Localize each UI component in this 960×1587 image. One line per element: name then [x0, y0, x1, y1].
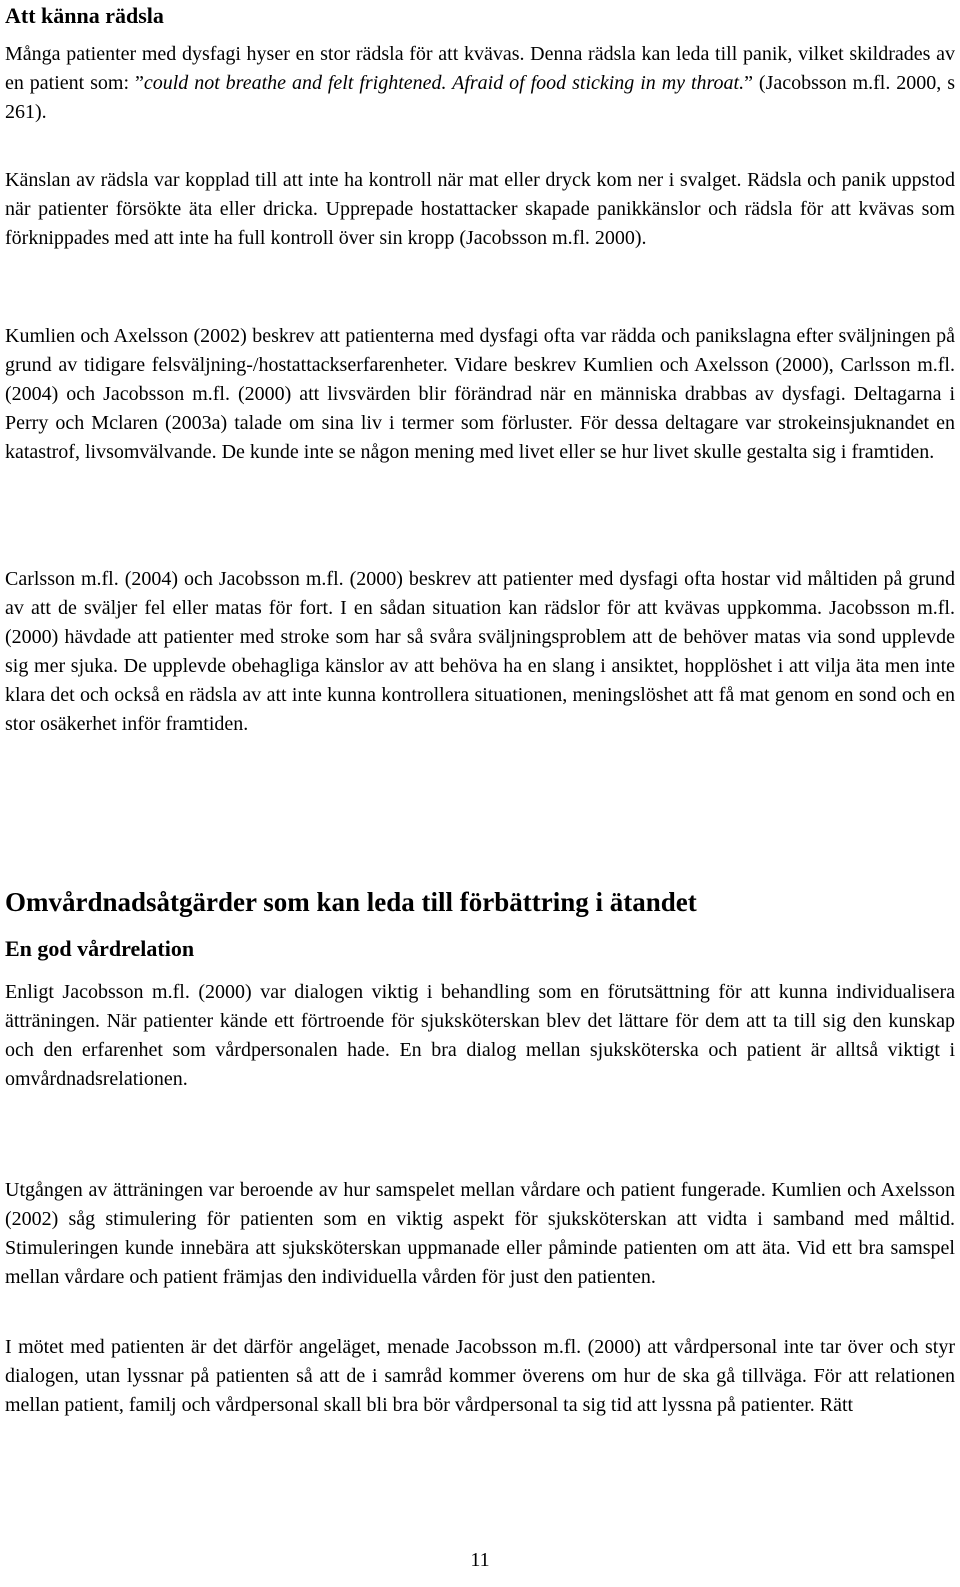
- section-heading-nursing-measures: Omvårdnadsåtgärder som kan leda till förbättring i ätandet: [5, 887, 697, 917]
- patient-quote: could not breathe and felt frightened. Afraid of food sticking in my throat.: [143, 72, 745, 94]
- paragraph-text: Många patienter med dysfagi hyser en stor rädsla för att kvävas. Denna rädsla kan leda till panik, vilket skildrades av en patient som: ”: [5, 43, 955, 94]
- page-number: 11: [470, 1549, 490, 1571]
- citation-text: ” (Jacobsson m.fl. 2000, s 261).: [5, 72, 955, 123]
- paragraph-control: Känslan av rädsla var kopplad till att inte ha kontroll när mat eller dryck kom ner i svalget. Rädsla och panik uppstod när patienter försökte äta eller dricka. Upprepade hostattacker skapade panikkänslor och rädsla för att kvävas som förknippades med att inte ha full kontroll över sin kropp (Jacobsson m.fl. 2000).: [5, 169, 955, 249]
- paragraph-kumlien: Kumlien och Axelsson (2002) beskrev att patienterna med dysfagi ofta var rädda och panikslagna efter sväljningen på grund av tidigare felsväljning-/hostattackserfarenheter. Vidare beskrev Kumlien och Axelsson (2000), Carlsson m.fl. (2004) och Jacobsson m.fl. (2000) att livsvärden blir förändrad när en människa drabbas av dysfagi. Deltagarna i Perry och Mclaren (2003a) talade om sina liv i termer som förluster. För dessa deltagare var strokeinsjuknandet en katastrof, livsomvälvande. De kunde inte se någon mening med livet eller se hur livet skulle gestalta sig i framtiden.: [5, 325, 955, 463]
- paragraph-carlsson: Carlsson m.fl. (2004) och Jacobsson m.fl. (2000) beskrev att patienter med dysfagi ofta hostar vid måltiden på grund av att de sväljer fel eller matas för fort. I en sådan situation kan rädslor för att kvävas uppkomma. Jacobsson m.fl. (2000) hävdade att patienter med stroke som har så svåra sväljningsproblem att de behöver matas via sond upplevde sig mer sjuka. De upplevde obehagliga känslor av att behöva ha en slang i ansiktet, hopplöshet i att vilja äta men inte klara det och också en rädsla av att inte kunna kontrollera situationen, meningslöshet att få mat genom en sond och en stor osäkerhet inför framtiden.: [5, 568, 955, 735]
- paragraph-fear-intro: [5, 40, 955, 127]
- section-heading-fear: Att känna rädsla: [5, 3, 164, 28]
- paragraph-dialog: Enligt Jacobsson m.fl. (2000) var dialogen viktig i behandling som en förutsättning för att kunna individualisera ätträningen. När patienter kände ett förtroende för sjuksköterskan blev det lättare för dem att ta till sig den kunskap och den erfarenhet som vårdpersonalen hade. En bra dialog mellan sjuksköterska och patient är alltså viktigt i omvårdnadsrelationen.: [5, 981, 955, 1090]
- paragraph-interaction: Utgången av ätträningen var beroende av hur samspelet mellan vårdare och patient fungerade. Kumlien och Axelsson (2002) såg stimulering för patienten som en viktig aspekt för sjuksköterskan att vidta i samband med måltid. Stimuleringen kunde innebära att sjuksköterskan uppmanade eller påminde patienten om att äta. Vid ett bra samspel mellan vårdare och patient främjas den individuella vården för just den patienten.: [5, 1179, 955, 1288]
- subsection-heading-care-relation: En god vårdrelation: [5, 936, 195, 961]
- paragraph-meeting: I mötet med patienten är det därför angeläget, menade Jacobsson m.fl. (2000) att vårdpersonal inte tar över och styr dialogen, utan lyssnar på patienten så att de i samråd kommer överens om hur de ska gå tillväga. För att relationen mellan patient, familj och vårdpersonal skall bli bra bör vårdpersonal ta sig tid att lyssna på patienter. Rätt: [5, 1336, 955, 1416]
